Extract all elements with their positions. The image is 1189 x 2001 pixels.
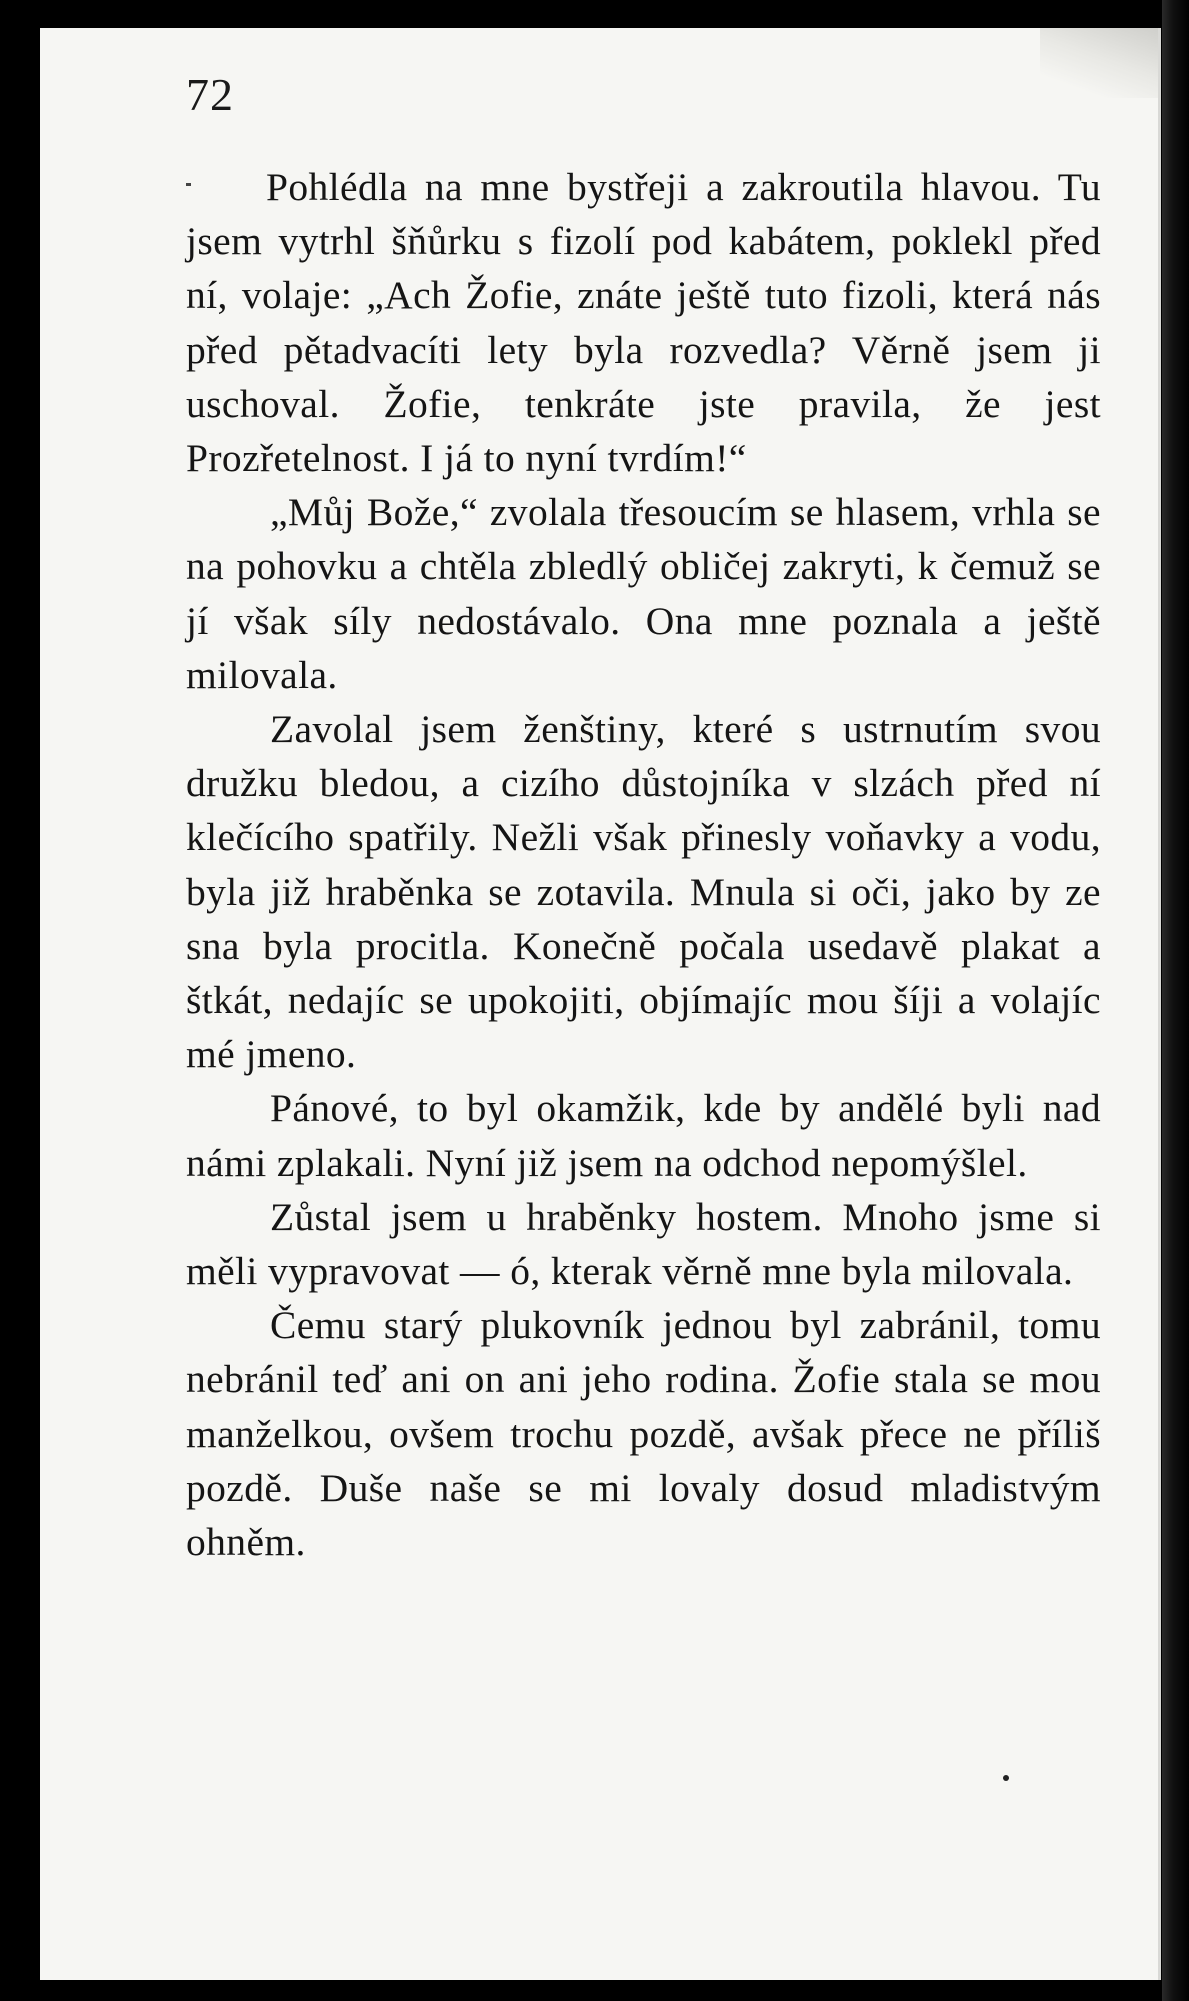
paragraph-4: Pánové, to byl okamžik, kde by andělé byli nad námi zplakali. Nyní již jsem na odchod nepomýšlel. [186, 1086, 1101, 1185]
page-corner-wear [1040, 28, 1158, 98]
end-mark [1003, 1775, 1009, 1781]
paragraph-5: Zůstal jsem u hraběnky hostem. Mnoho jsme si měli vypravovat — ó, kterak věrně mne byla milovala. [186, 1194, 1101, 1294]
scan-right-edge [1162, 0, 1189, 2001]
paragraph-2: „Můj Bože,“ zvolala třesoucím se hlasem, vrhla se na pohovku a chtěla zbledlý obličej zakryti, k čemuž se jí však síly nedostávalo. Ona mne poznala a ještě milovala. [186, 490, 1101, 697]
page-body-text [186, 160, 1101, 1569]
paragraph-6: Čemu starý plukovník jednou byl zabránil, tomu nebránil teď ani on ani jeho rodina. Žofie stala se mou manželkou, ovšem trochu pozdě, avšak přece ne příliš pozdě. Duše naše se mi lovaly dosud mladistvým ohněm. [186, 1303, 1101, 1565]
page-number: 72 [186, 69, 234, 120]
paragraph-1: Pohlédla na mne bystřeji a zakroutila hlavou. Tu jsem vytrhl šňůrku s fizolí pod kabátem, poklekl před ní, volaje: „Ach Žofie, znáte ještě tuto fizoli, která nás před pětadvacíti lety byla rozvedla? Věrně jsem ji uschoval. Žofie, tenkráte jste pravila, že jest Prozřetelnost. I já to nyní tvrdím!“ [186, 165, 1101, 481]
paragraph-3: Zavolal jsem ženštiny, které s ustrnutím svou družku bledou, a cizího důstojníka v slzách před ní klečícího spatřily. Nežli však přinesly voňavky a vodu, byla již hraběnka se zotavila. Mnula si oči, jako by ze sna byla procitla. Konečně počala usedavě plakat a štkát, nedajíc se upokojiti, objímajíc mou šíji a volajíc mé jmeno. [186, 707, 1101, 1077]
